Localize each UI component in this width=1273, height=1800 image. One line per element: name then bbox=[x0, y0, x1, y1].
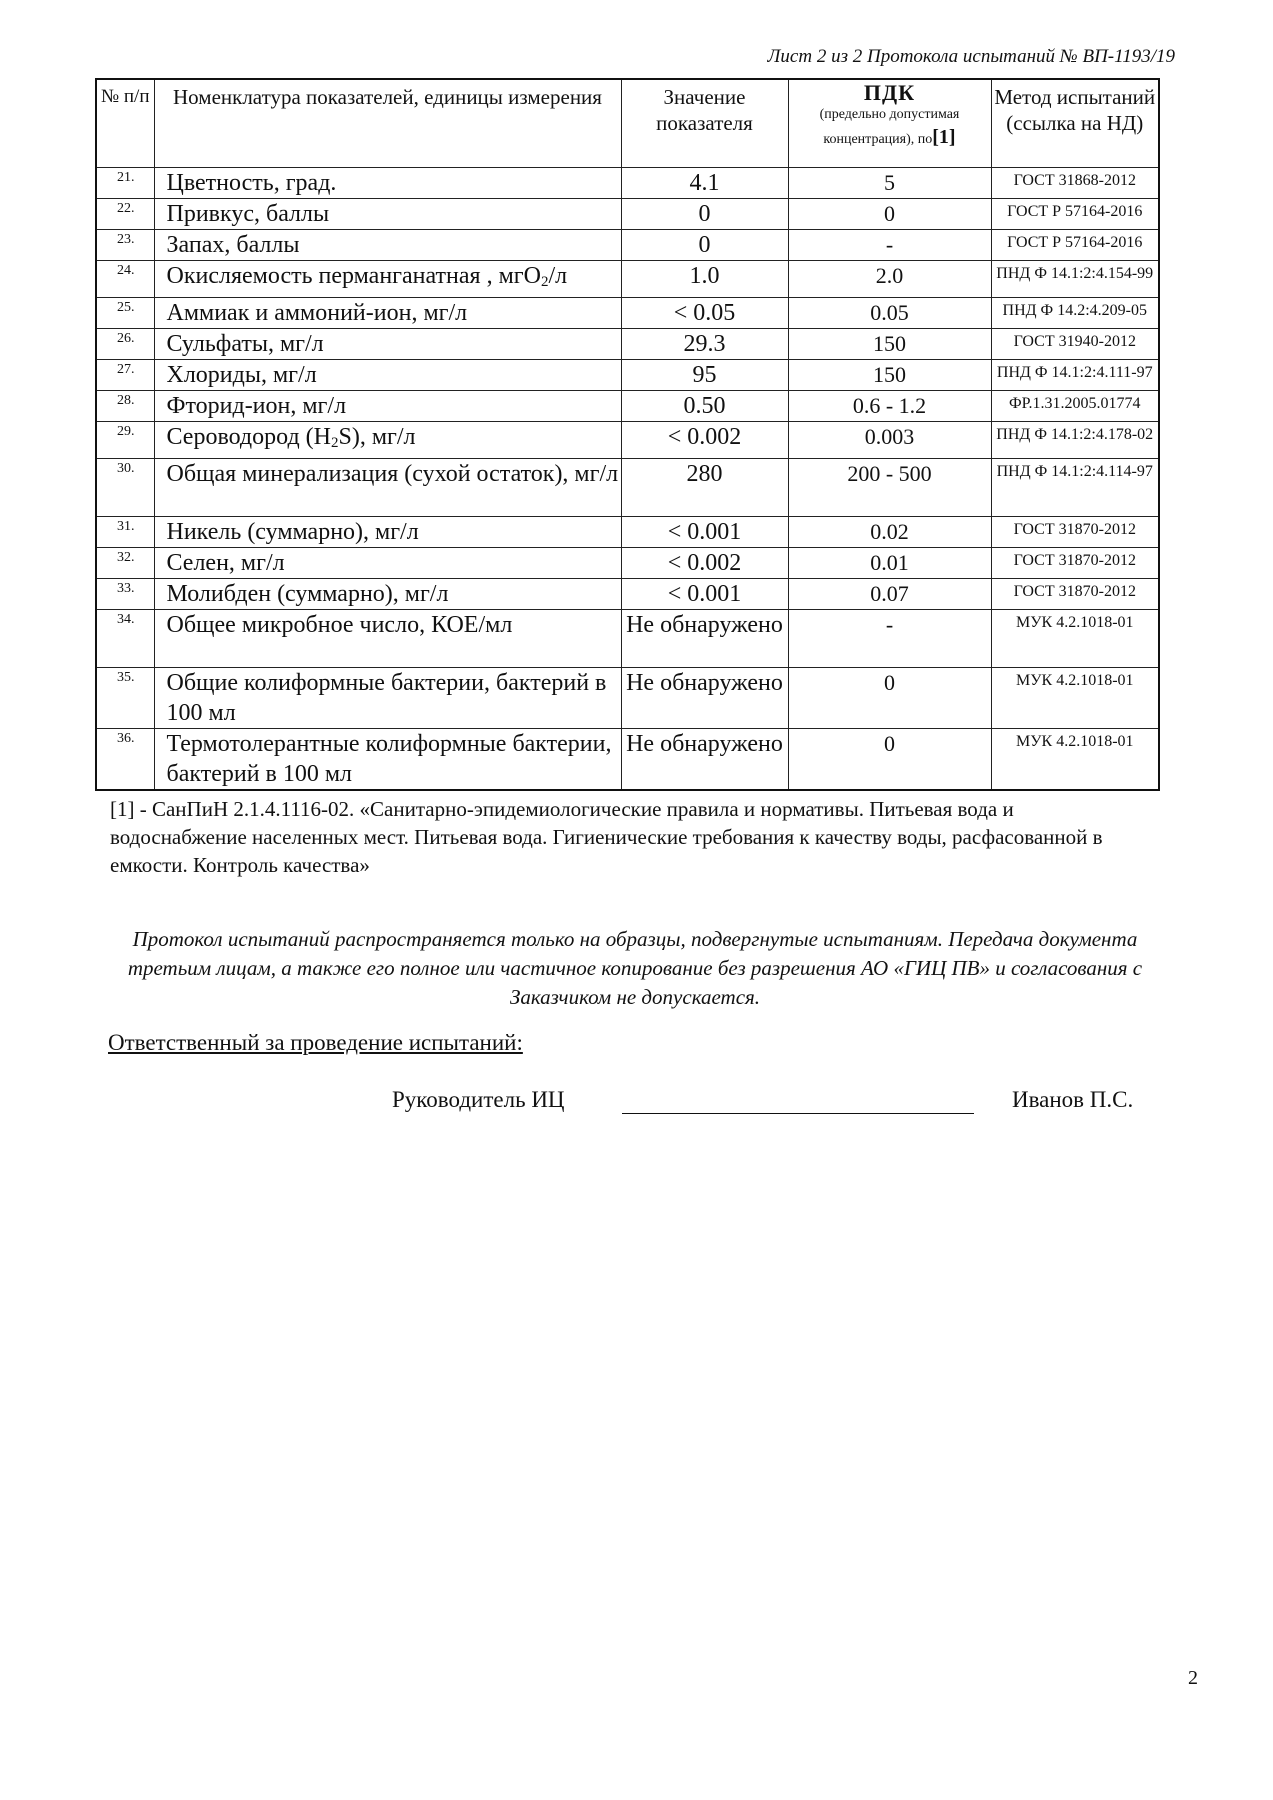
test-method: ПНД Ф 14.1:2:4.178-02 bbox=[991, 421, 1159, 458]
pdk-title: ПДК bbox=[863, 80, 916, 105]
test-method: ГОСТ 31870-2012 bbox=[991, 547, 1159, 578]
indicator-name-subscript: 2 bbox=[540, 273, 549, 290]
pdk-value: 150 bbox=[788, 328, 991, 359]
pdk-value: - bbox=[788, 609, 991, 667]
test-method: ГОСТ Р 57164-2016 bbox=[991, 198, 1159, 229]
indicator-value: Не обнаружено bbox=[621, 667, 788, 728]
table-row bbox=[96, 328, 1159, 359]
indicator-name: Хлориды, мг/л bbox=[154, 359, 621, 390]
test-method: ГОСТ 31870-2012 bbox=[991, 578, 1159, 609]
test-method: ГОСТ 31940-2012 bbox=[991, 328, 1159, 359]
indicator-value: 29.3 bbox=[621, 328, 788, 359]
test-method: ПНД Ф 14.1:2:4.111-97 bbox=[991, 359, 1159, 390]
indicator-value: < 0.002 bbox=[621, 421, 788, 458]
row-number: 27. bbox=[96, 359, 154, 390]
signature-role: Руководитель ИЦ bbox=[392, 1087, 565, 1112]
row-number: 31. bbox=[96, 516, 154, 547]
indicator-name: Аммиак и аммоний-ион, мг/л bbox=[154, 297, 621, 328]
row-number: 30. bbox=[96, 458, 154, 516]
results-table bbox=[95, 78, 1160, 791]
table-row bbox=[96, 260, 1159, 297]
indicator-name: Общая минерализация (сухой остаток), мг/л bbox=[154, 458, 621, 516]
signature-line bbox=[622, 1113, 974, 1114]
indicator-name: Термотолерантные колиформные бактерии, бактерий в 100 мл bbox=[154, 728, 621, 790]
table-row bbox=[96, 229, 1159, 260]
table-header-row bbox=[96, 79, 1159, 167]
indicator-name: Привкус, баллы bbox=[154, 198, 621, 229]
row-number: 34. bbox=[96, 609, 154, 667]
indicator-value: 4.1 bbox=[621, 167, 788, 198]
pdk-value: 0.003 bbox=[788, 421, 991, 458]
test-method: МУК 4.2.1018-01 bbox=[991, 609, 1159, 667]
indicator-name bbox=[154, 421, 621, 458]
row-number: 29. bbox=[96, 421, 154, 458]
confidentiality-notice: Протокол испытаний распространяется только на образцы, подвергнутые испытаниям. Передача документа третьим лицам, а также его полное или частичное копирование без разрешения АО «ГИЦ ПВ» и согласования с Заказчиком не допускается. bbox=[127, 927, 1143, 1009]
indicator-value: < 0.002 bbox=[621, 547, 788, 578]
row-number: 35. bbox=[96, 667, 154, 728]
indicator-name: Запах, баллы bbox=[154, 229, 621, 260]
pdk-value: 0 bbox=[788, 667, 991, 728]
row-number: 26. bbox=[96, 328, 154, 359]
test-method: МУК 4.2.1018-01 bbox=[991, 667, 1159, 728]
indicator-name bbox=[154, 260, 621, 297]
column-header-value: Значение показателя bbox=[621, 79, 788, 167]
indicator-name: Никель (суммарно), мг/л bbox=[154, 516, 621, 547]
sheet-header: Лист 2 из 2 Протокола испытаний № ВП-1193/19 bbox=[767, 46, 1175, 67]
indicator-value: < 0.001 bbox=[621, 516, 788, 547]
table-row bbox=[96, 198, 1159, 229]
table-row bbox=[96, 609, 1159, 667]
indicator-value: 280 bbox=[621, 458, 788, 516]
row-number: 24. bbox=[96, 260, 154, 297]
test-method: МУК 4.2.1018-01 bbox=[991, 728, 1159, 790]
pdk-value: - bbox=[788, 229, 991, 260]
page-number: 2 bbox=[1188, 1667, 1198, 1689]
pdk-value: 0 bbox=[788, 198, 991, 229]
indicator-value: < 0.001 bbox=[621, 578, 788, 609]
table-row bbox=[96, 547, 1159, 578]
indicator-value: Не обнаружено bbox=[621, 609, 788, 667]
pdk-value: 0.02 bbox=[788, 516, 991, 547]
row-number: 22. bbox=[96, 198, 154, 229]
pdk-value: 0 bbox=[788, 728, 991, 790]
pdk-value: 2.0 bbox=[788, 260, 991, 297]
row-number: 23. bbox=[96, 229, 154, 260]
indicator-name: Общие колиформные бактерии, бактерий в 100 мл bbox=[154, 667, 621, 728]
pdk-value: 0.01 bbox=[788, 547, 991, 578]
pdk-value: 150 bbox=[788, 359, 991, 390]
row-number: 33. bbox=[96, 578, 154, 609]
indicator-name: Общее микробное число, КОЕ/мл bbox=[154, 609, 621, 667]
test-method: ПНД Ф 14.1:2:4.154-99 bbox=[991, 260, 1159, 297]
test-method: ГОСТ 31870-2012 bbox=[991, 516, 1159, 547]
indicator-value: < 0.05 bbox=[621, 297, 788, 328]
table-row bbox=[96, 390, 1159, 421]
indicator-name-part: S), мг/л bbox=[338, 423, 416, 450]
indicator-name: Цветность, град. bbox=[154, 167, 621, 198]
table-row bbox=[96, 578, 1159, 609]
indicator-value: 1.0 bbox=[621, 260, 788, 297]
test-method: ФР.1.31.2005.01774 bbox=[991, 390, 1159, 421]
table-row bbox=[96, 728, 1159, 790]
indicator-value: 0 bbox=[621, 198, 788, 229]
indicator-value: 0.50 bbox=[621, 390, 788, 421]
indicator-name: Молибден (суммарно), мг/л bbox=[154, 578, 621, 609]
pdk-reference: [1] bbox=[932, 126, 956, 148]
indicator-value: 95 bbox=[621, 359, 788, 390]
indicator-name: Селен, мг/л bbox=[154, 547, 621, 578]
indicator-name: Фторид-ион, мг/л bbox=[154, 390, 621, 421]
test-method: ГОСТ 31868-2012 bbox=[991, 167, 1159, 198]
table-row bbox=[96, 359, 1159, 390]
row-number: 28. bbox=[96, 390, 154, 421]
row-number: 32. bbox=[96, 547, 154, 578]
pdk-value: 0.07 bbox=[788, 578, 991, 609]
signer-name: Иванов П.С. bbox=[1012, 1087, 1134, 1112]
pdk-value: 0.05 bbox=[788, 297, 991, 328]
indicator-name-part: /л bbox=[548, 262, 568, 289]
column-header-name: Номенклатура показателей, единицы измерения bbox=[154, 79, 621, 167]
indicator-value: Не обнаружено bbox=[621, 728, 788, 790]
footnote: [1] - СанПиН 2.1.4.1116-02. «Санитарно-эпидемиологические правила и нормативы. Питьевая вода и водоснабжение населенных мест. Питьевая вода. Гигиенические требования к качеству воды, расфасованной в емкости. Контроль качества» bbox=[110, 797, 1103, 877]
table-row bbox=[96, 421, 1159, 458]
pdk-value: 200 - 500 bbox=[788, 458, 991, 516]
test-method: ГОСТ Р 57164-2016 bbox=[991, 229, 1159, 260]
column-header-number: № п/п bbox=[96, 79, 154, 167]
indicator-name: Сульфаты, мг/л bbox=[154, 328, 621, 359]
row-number: 36. bbox=[96, 728, 154, 790]
indicator-name-subscript: 2 bbox=[330, 434, 339, 451]
pdk-subtitle-text: (предельно допустимая концентрация), по bbox=[819, 107, 960, 147]
test-method: ПНД Ф 14.1:2:4.114-97 bbox=[991, 458, 1159, 516]
responsible-label: Ответственный за проведение испытаний: bbox=[108, 1030, 523, 1055]
pdk-value: 0.6 - 1.2 bbox=[788, 390, 991, 421]
table-row bbox=[96, 516, 1159, 547]
indicator-value: 0 bbox=[621, 229, 788, 260]
table-row bbox=[96, 167, 1159, 198]
pdk-subtitle bbox=[789, 104, 991, 151]
table-row bbox=[96, 297, 1159, 328]
column-header-method: Метод испытаний (ссылка на НД) bbox=[991, 79, 1159, 167]
column-header-pdk bbox=[788, 79, 991, 167]
indicator-name-part: Окисляемость перманганатная , мгО bbox=[166, 262, 541, 289]
table-row bbox=[96, 458, 1159, 516]
row-number: 25. bbox=[96, 297, 154, 328]
table-row bbox=[96, 667, 1159, 728]
pdk-value: 5 bbox=[788, 167, 991, 198]
indicator-name-part: Сероводород (H bbox=[166, 423, 331, 450]
test-method: ПНД Ф 14.2:4.209-05 bbox=[991, 297, 1159, 328]
row-number: 21. bbox=[96, 167, 154, 198]
